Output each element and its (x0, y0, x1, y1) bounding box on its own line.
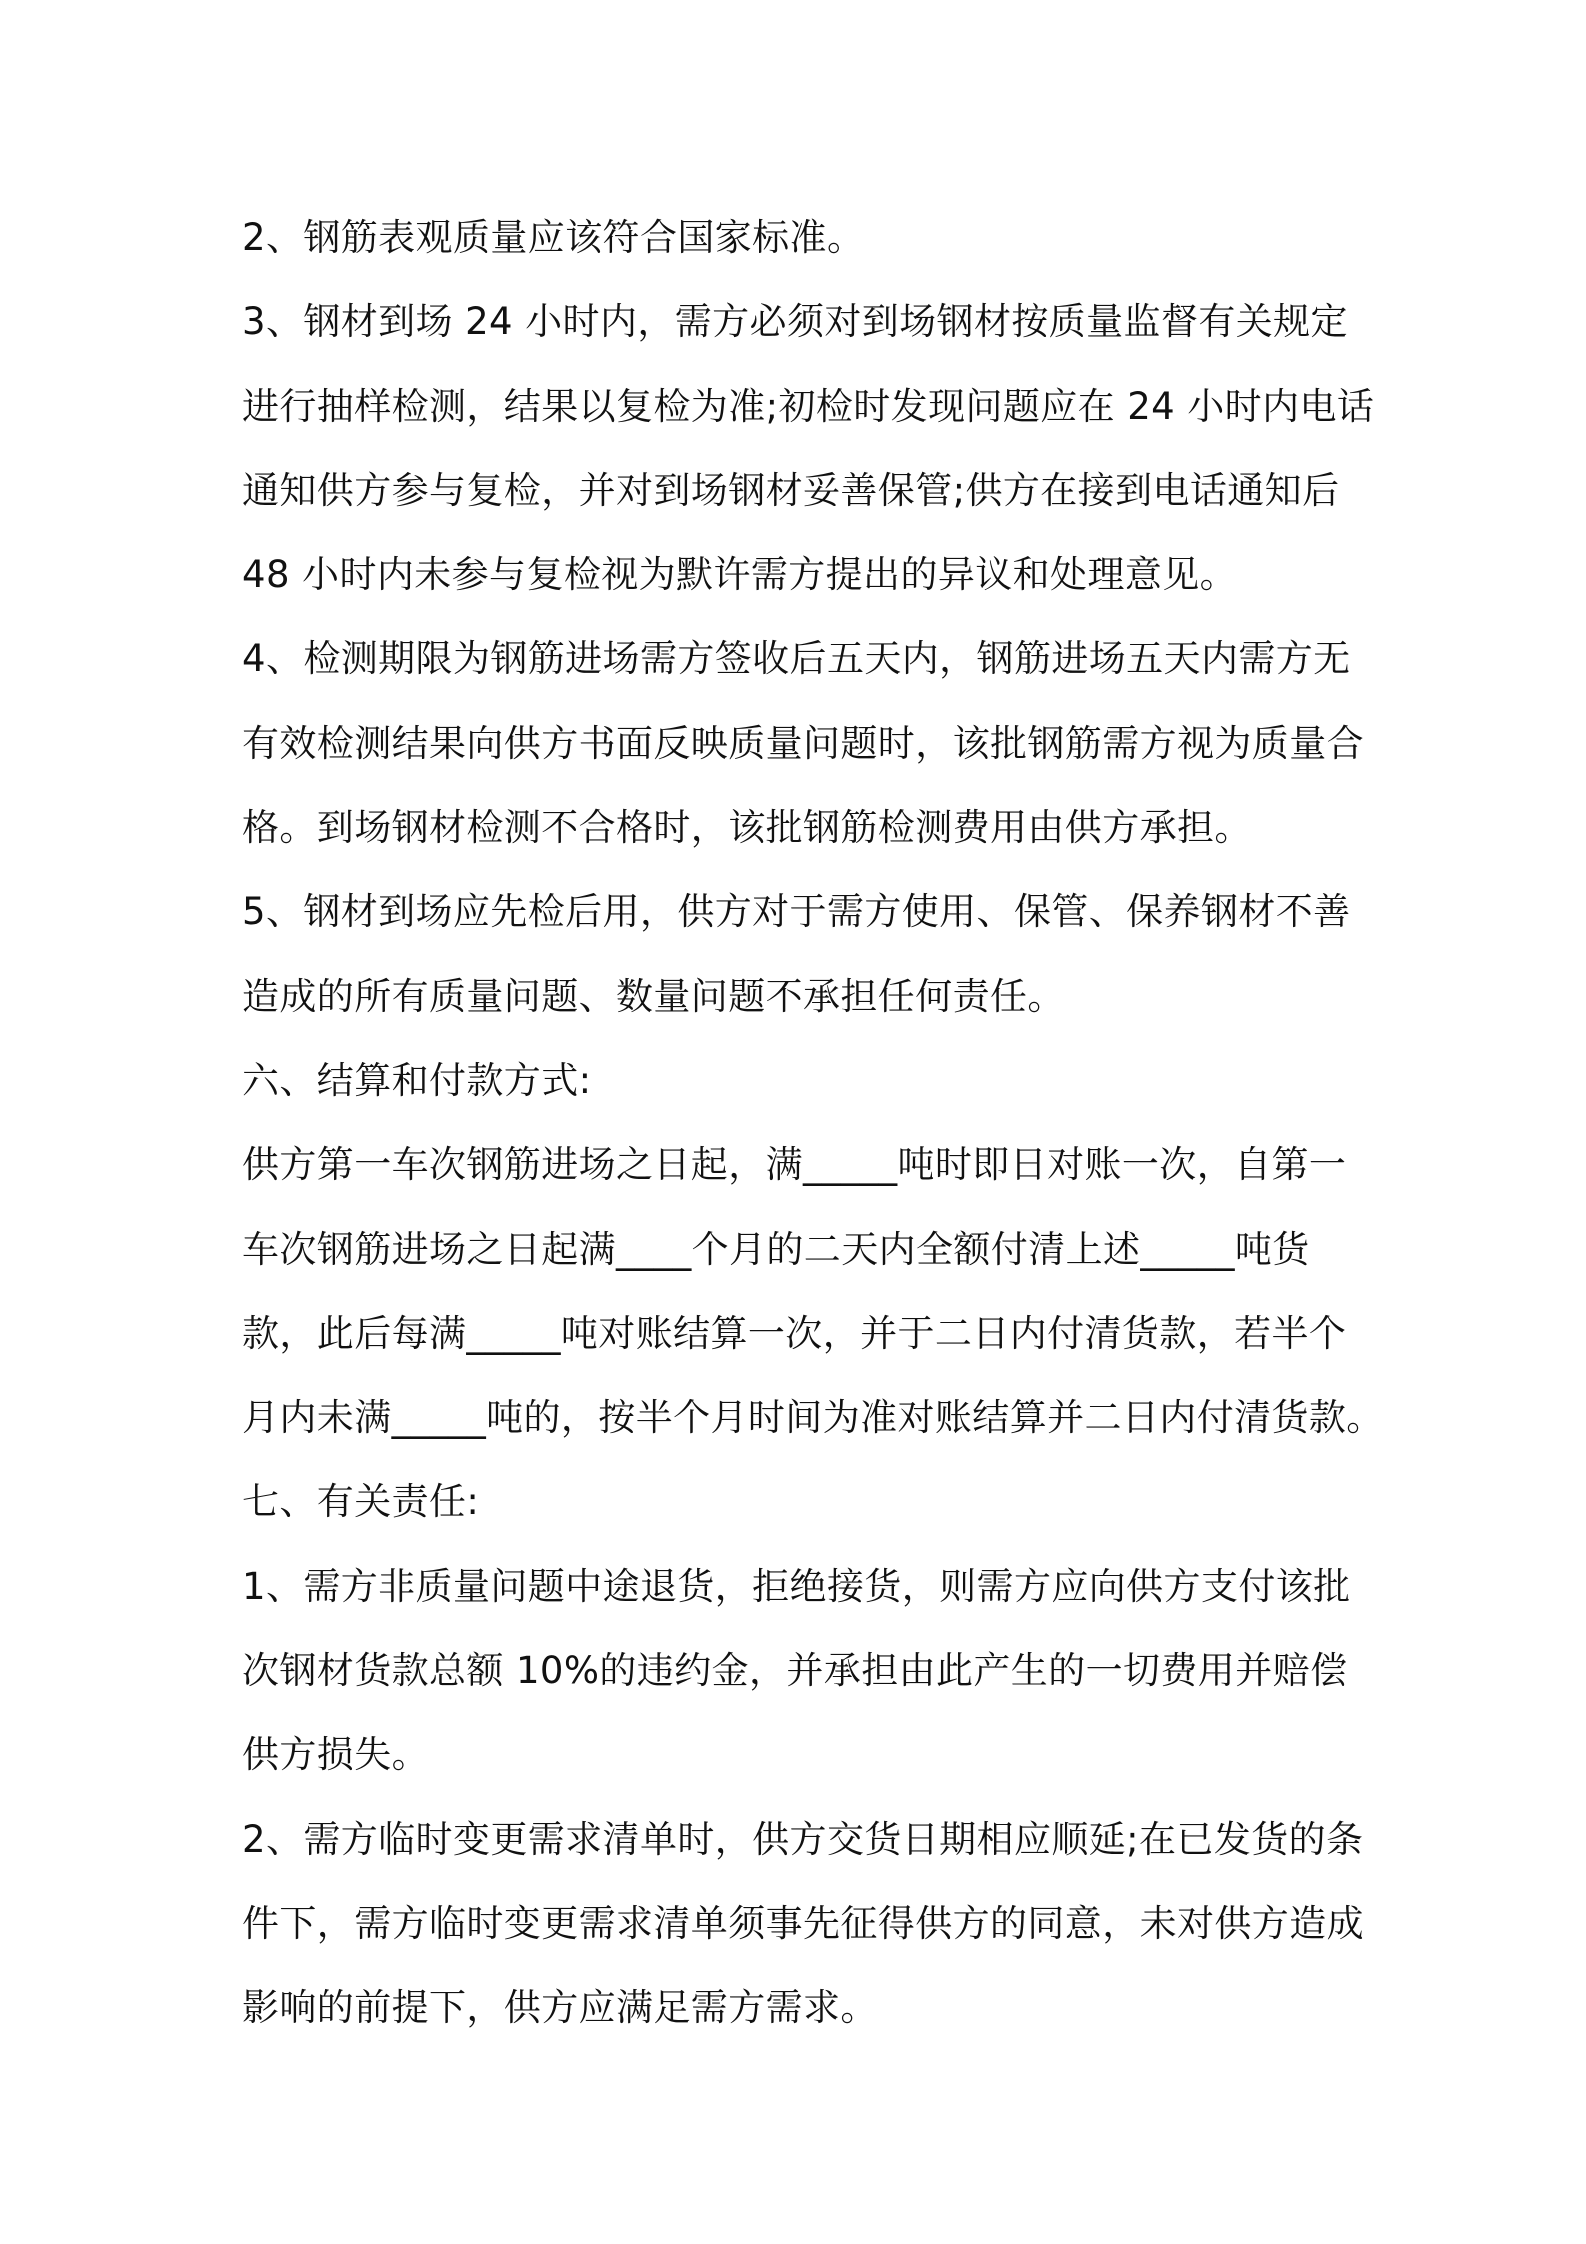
text-line: 次钢材货款总额 10%的违约金，并承担由此产生的一切费用并赔偿 (242, 1649, 1348, 1693)
text-line: 48 小时内未参与复检视为默许需方提出的异议和处理意见。 (242, 553, 1238, 597)
text-line: 有效检测结果向供方书面反映质量问题时，该批钢筋需方视为质量合 (242, 721, 1364, 765)
text-line: 月内未满_____吨的，按半个月时间为准对账结算并二日内付清货款。 (242, 1396, 1384, 1440)
text-line: 4、检测期限为钢筋进场需方签收后五天内，钢筋进场五天内需方无 (242, 637, 1351, 681)
text-line: 通知供方参与复检，并对到场钢材妥善保管;供方在接到电话通知后 (242, 468, 1340, 512)
text-line: 影响的前提下，供方应满足需方需求。 (242, 1986, 878, 2030)
text-line: 造成的所有质量问题、数量问题不承担任何责任。 (242, 974, 1065, 1018)
text-line: 车次钢筋进场之日起满____个月的二天内全额付清上述_____吨货 (242, 1227, 1310, 1271)
text-line: 供方损失。 (242, 1733, 429, 1777)
section-heading-settlement: 六、结算和付款方式: (242, 1058, 592, 1102)
text-line: 格。到场钢材检测不合格时，该批钢筋检测费用由供方承担。 (242, 806, 1252, 850)
section-heading-responsibility: 七、有关责任: (242, 1480, 480, 1524)
text-line: 款，此后每满_____吨对账结算一次，并于二日内付清货款，若半个 (242, 1311, 1347, 1355)
text-line: 进行抽样检测，结果以复检为准;初检时发现问题应在 24 小时内电话 (242, 384, 1375, 428)
text-line: 件下，需方临时变更需求清单须事先征得供方的同意，未对供方造成 (242, 1901, 1364, 1945)
text-line-quality-standard: 2、钢筋表观质量应该符合国家标准。 (242, 216, 865, 259)
text-line: 2、需方临时变更需求清单时，供方交货日期相应顺延;在已发货的条 (242, 1817, 1364, 1861)
text-line: 3、钢材到场 24 小时内，需方必须对到场钢材按质量监督有关规定 (242, 300, 1348, 344)
text-line: 5、钢材到场应先检后用，供方对于需方使用、保管、保养钢材不善 (242, 890, 1351, 934)
document-body (242, 196, 1392, 2051)
text-line: 1、需方非质量问题中途退货，拒绝接货，则需方应向供方支付该批 (242, 1564, 1351, 1608)
text-line: 供方第一车次钢筋进场之日起，满_____吨时即日对账一次，自第一 (242, 1143, 1347, 1187)
